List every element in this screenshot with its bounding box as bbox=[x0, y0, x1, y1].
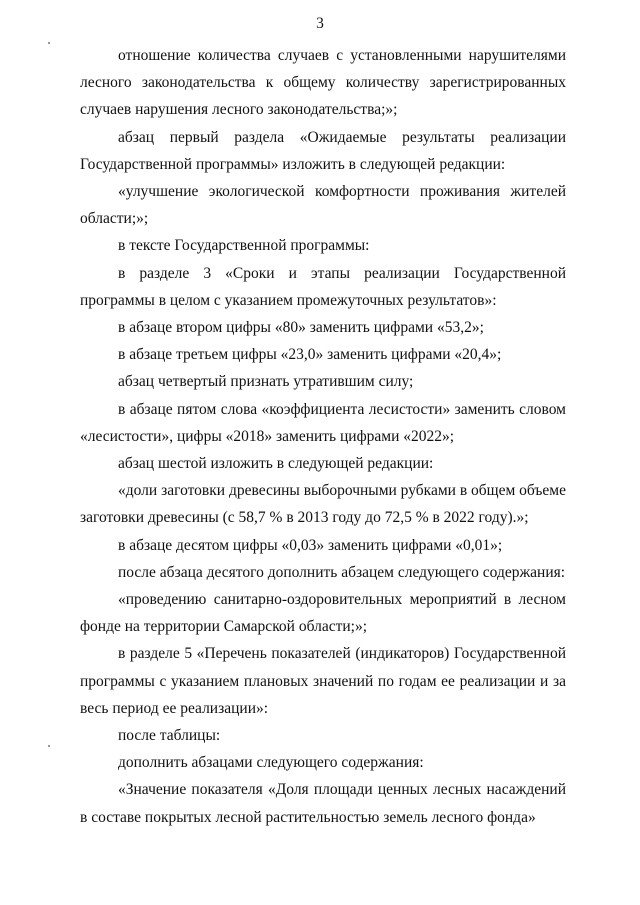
paragraph: «улучшение экологической комфортности проживания жителей области;»; bbox=[80, 183, 566, 228]
page-number: 3 bbox=[316, 15, 324, 32]
paragraph: «Значение показателя «Доля площади ценных лесных насаждений в составе покрытых лесной растительностью земель лесного фонда» bbox=[80, 781, 566, 826]
paragraph: в абзаце десятом цифры «0,03» заменить цифрами «0,01»; bbox=[118, 536, 503, 554]
paragraph: в абзаце пятом слова «коэффициента лесистости» заменить словом «лесистости», цифры «2018» заменить цифрами «2022»; bbox=[80, 400, 566, 445]
paragraph: дополнить абзацами следующего содержания: bbox=[118, 754, 424, 772]
paragraph: в абзаце третьем цифры «23,0» заменить цифрами «20,4»; bbox=[118, 346, 502, 364]
paragraph: в абзаце втором цифры «80» заменить цифрами «53,2»; bbox=[118, 319, 484, 337]
paragraph: абзац шестой изложить в следующей редакции: bbox=[118, 455, 434, 473]
paragraph: абзац четвертый признать утратившим силу; bbox=[118, 373, 414, 391]
paragraph: в разделе 3 «Сроки и этапы реализации Государственной программы в целом с указанием промежуточных результатов»: bbox=[80, 264, 566, 309]
paragraph: после таблицы: bbox=[118, 727, 221, 745]
scan-mark bbox=[48, 42, 50, 44]
paragraph: отношение количества случаев с установленными нарушителями лесного законодательства к общему количеству зарегистрированных случаев нарушения лесного законодательства;»; bbox=[80, 47, 566, 119]
scan-mark bbox=[48, 745, 50, 747]
paragraph: в разделе 5 «Перечень показателей (индикаторов) Государственной программы с указанием плановых значений по годам ее реализации и за весь период ее реализации»: bbox=[80, 645, 566, 717]
paragraph: после абзаца десятого дополнить абзацем следующего содержания: bbox=[118, 563, 566, 581]
paragraph: «доли заготовки древесины выборочными рубками в общем объеме заготовки древесины (с 58,7 % в 2013 году до 72,5 % в 2022 году).»; bbox=[80, 482, 566, 527]
paragraph: в тексте Государственной программы: bbox=[118, 237, 370, 255]
paragraph: абзац первый раздела «Ожидаемые результаты реализации Государственной программы» изложить в следующей редакции: bbox=[80, 128, 566, 173]
document-body bbox=[80, 42, 566, 831]
paragraph: «проведению санитарно-оздоровительных мероприятий в лесном фонде на территории Самарской области;»; bbox=[80, 591, 566, 636]
